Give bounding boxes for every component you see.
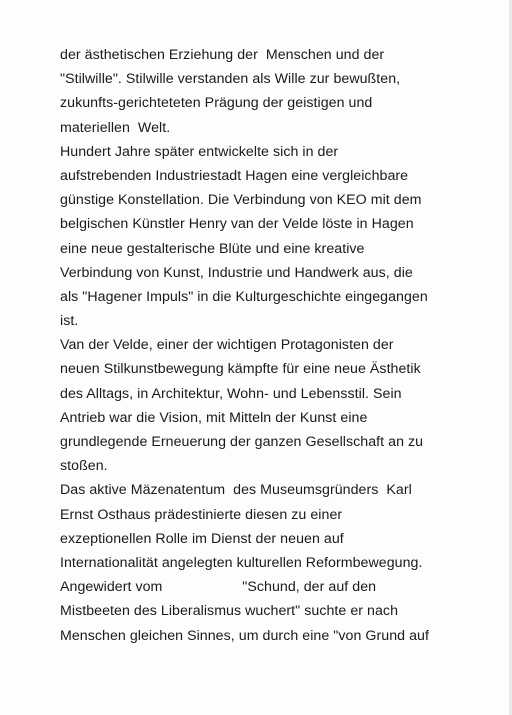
body-text <box>60 43 480 648</box>
text-line: als "Hagener Impuls" in die Kulturgeschichte eingegangen <box>60 288 428 305</box>
text-line: Van der Velde, einer der wichtigen Protagonisten der <box>60 337 394 354</box>
text-line: belgischen Künstler Henry van der Velde löste in Hagen <box>60 216 414 233</box>
text-line: zukunfts-gerichteteten Prägung der geistigen und <box>60 95 373 112</box>
text-line: eine neue gestalterische Blüte und eine kreative <box>60 240 365 257</box>
text-line: aufstrebenden Industriestadt Hagen eine vergleichbare <box>60 167 409 184</box>
text-line: "Stilwille". Stilwille verstanden als Wille zur bewußten, <box>60 71 401 88</box>
text-line: günstige Konstellation. Die Verbindung von KEO mit dem <box>60 192 422 209</box>
text-line: der ästhetischen Erziehung der Menschen und der <box>60 47 385 63</box>
text-line: Ernst Osthaus prädestinierte diesen zu einer <box>60 506 343 523</box>
text-line: stoßen. <box>60 458 108 475</box>
text-line: Verbindung von Kunst, Industrie und Handwerk aus, die <box>60 264 413 281</box>
text-line: Menschen gleichen Sinnes, um durch eine "von Grund auf <box>60 627 429 644</box>
text-line: neuen Stilkunstbewegung kämpfte für eine neue Ästhetik <box>60 361 421 378</box>
text-line: materiellen Welt. <box>60 119 171 136</box>
text-line: Antrieb war die Vision, mit Mitteln der Kunst eine <box>60 409 368 426</box>
text-line: Internationalität angelegten kulturellen Reformbewegung. <box>60 554 423 571</box>
text-line: Mistbeeten des Liberalismus wuchert" suchte er nach <box>60 603 399 620</box>
text-line: Hundert Jahre später entwickelte sich in der <box>60 143 339 160</box>
text-line: Angewidert vom "Schund, der auf den <box>60 579 377 596</box>
text-line: des Alltags, in Architektur, Wohn- und Lebensstil. Sein <box>60 385 402 402</box>
text-line: Das aktive Mäzenatentum des Museumsgründers Karl <box>60 482 412 499</box>
text-line: grundlegende Erneuerung der ganzen Gesellschaft an zu <box>60 434 424 450</box>
text-line: ist. <box>60 313 79 330</box>
text-line: exzeptionellen Rolle im Dienst der neuen auf <box>60 530 344 547</box>
